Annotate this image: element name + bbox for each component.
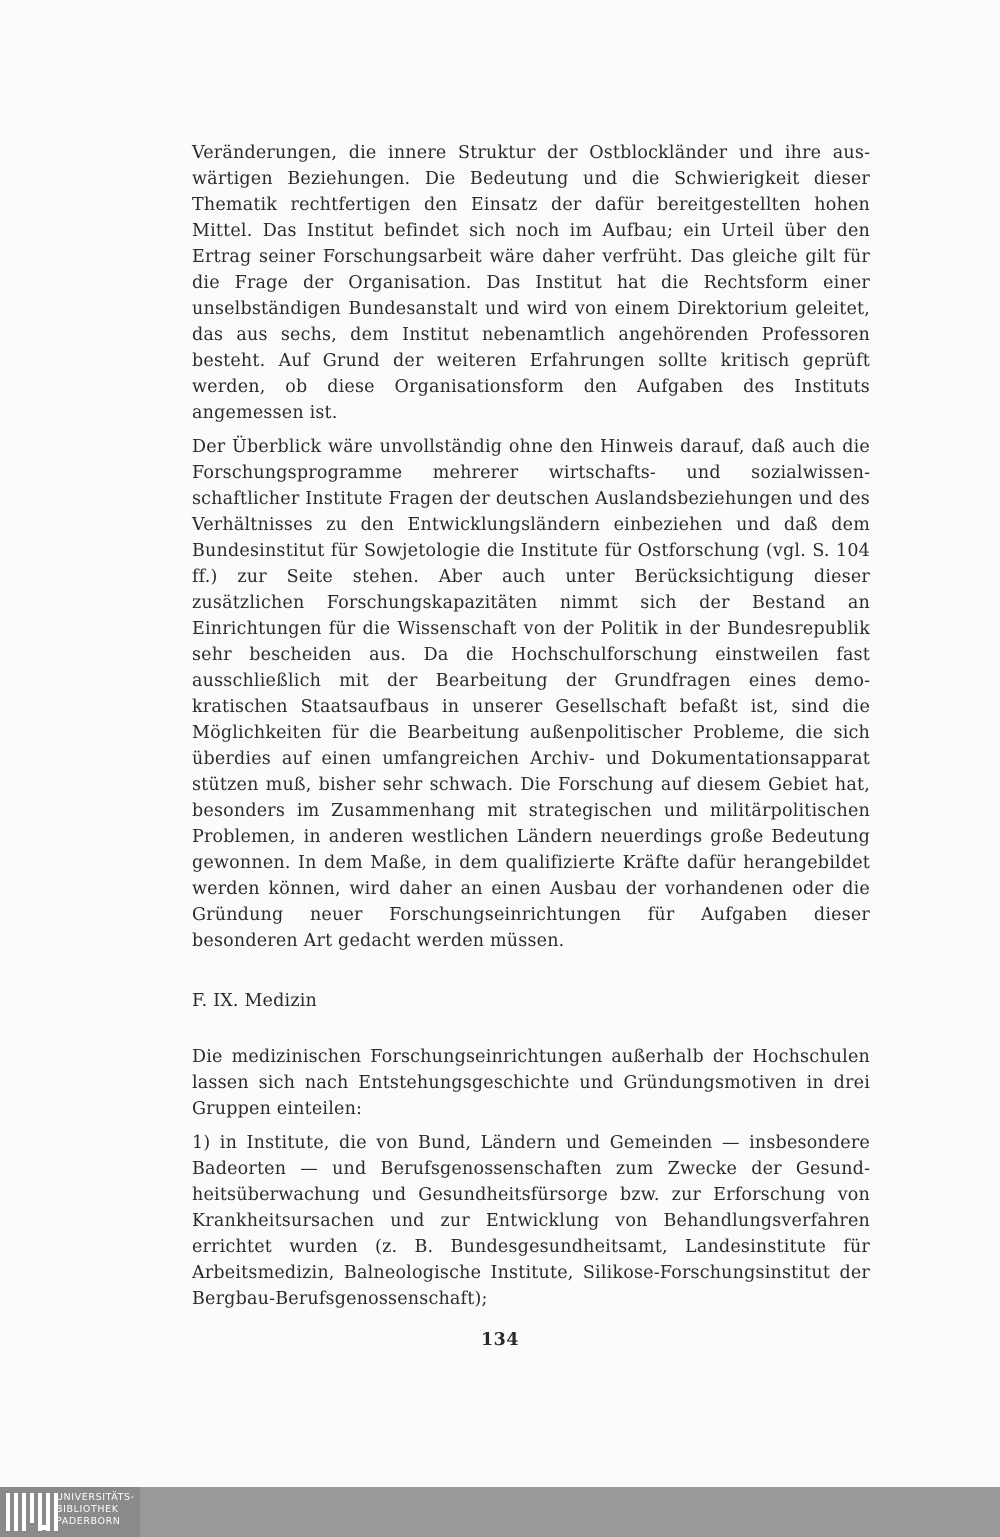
paragraph-ueberblick: Der Überblick wäre unvollständig ohne den Hinweis darauf, daß auch die Forschungsprogramme mehrerer wirtschafts- und sozialwissenschaftlicher Institute Fragen der deutschen Auslandsbeziehungen und des Verhältnisses zu den Entwicklungsländern einbeziehen und daß dem Bundesinstitut für Sowjetologie die Institute für Ostforschung (vgl. S. 104 ff.) zur Seite stehen. Aber auch unter Berücksichtigung dieser zusätzlichen Forschungskapazitäten nimmt sich der Bestand an Einrichtungen für die Wissenschaft von der Politik in der Bundesrepublik sehr bescheiden aus. Da die Hochschulforschung einstweilen fast ausschließlich mit der Bearbeitung der Grundfragen eines demokratischen Staatsaufbaus in unserer Gesellschaft befaßt ist, sind die Möglichkeiten für die Bearbeitung außenpolitischer Probleme, die sich überdies auf einen umfangreichen Archiv- und Dokumentationsapparat stützen muß, bisher sehr schwach. Die Forschung auf diesem Gebiet hat, besonders im Zusammenhang mit strategischen und militärpolitischen Problemen, in anderen westlichen Ländern neuerdings große Bedeutung gewonnen. In dem Maße, in dem qualifizierte Kräfte dafür herangebildet werden können, wird daher an einen Ausbau der vorhandenen oder die Gründung neuer Forschungseinrichtungen für Aufgaben dieser besonderen Art gedacht werden müssen. bbox=[192, 437, 870, 951]
section-heading-medizin: F. IX. Medizin bbox=[192, 991, 318, 1011]
page-number: 134 bbox=[480, 1330, 520, 1350]
library-name-line-3: PADERBORN bbox=[56, 1516, 121, 1527]
logo-dot-icon bbox=[42, 1525, 47, 1530]
list-item-gruppe-1: 1) in Institute, die von Bund, Ländern und Gemeinden — insbesondere Badeorten — und Berufsgenossenschaften zum Zwecke der Gesundheitsüberwachung und Gesundheitsfürsorge bzw. zur Erforschung von Krankheitsursachen und zur Entwicklung von Behandlungsverfahren errichtet wurden (z. B. Bundesgesundheitsamt, Landesinstitute für Arbeitsmedizin, Balneologische Institute, Silikose-Forschungsinstitut der Bergbau-Berufsgenossenschaft); bbox=[192, 1133, 870, 1309]
footer-bar bbox=[0, 1487, 1000, 1537]
library-name-line-1: UNIVERSITÄTS- bbox=[56, 1492, 135, 1503]
library-name-line-2: BIBLIOTHEK bbox=[56, 1504, 119, 1515]
library-name bbox=[56, 1492, 135, 1528]
paragraph-medizinische-einrichtungen: Die medizinischen Forschungseinrichtungen außerhalb der Hochschulen lassen sich nach Entstehungsgeschichte und Gründungsmotiven in drei Gruppen einteilen: bbox=[192, 1047, 870, 1119]
page-body bbox=[192, 140, 870, 1312]
paragraph-ostblock-institute: Veränderungen, die innere Struktur der Ostblockländer und ihre auswärtigen Beziehungen. Die Bedeutung und die Schwierigkeit dieser Thematik rechtfertigen den Einsatz der dafür bereitgestellten hohen Mittel. Das Institut befindet sich noch im Aufbau; ein Urteil über den Ertrag seiner Forschungsarbeit wäre daher verfrüht. Das gleiche gilt für die Frage der Organisation. Das Institut hat die Rechtsform einer unselbständigen Bundesanstalt und wird von einem Direktorium geleitet, das aus sechs, dem Institut nebenamtlich angehörenden Professoren besteht. Auf Grund der weiteren Erfahrungen sollte kritisch geprüft werden, ob diese Organisationsform den Aufgaben des Instituts angemessen ist. bbox=[192, 143, 870, 423]
logo-bars-icon bbox=[6, 1493, 58, 1531]
library-logo bbox=[0, 1487, 140, 1537]
